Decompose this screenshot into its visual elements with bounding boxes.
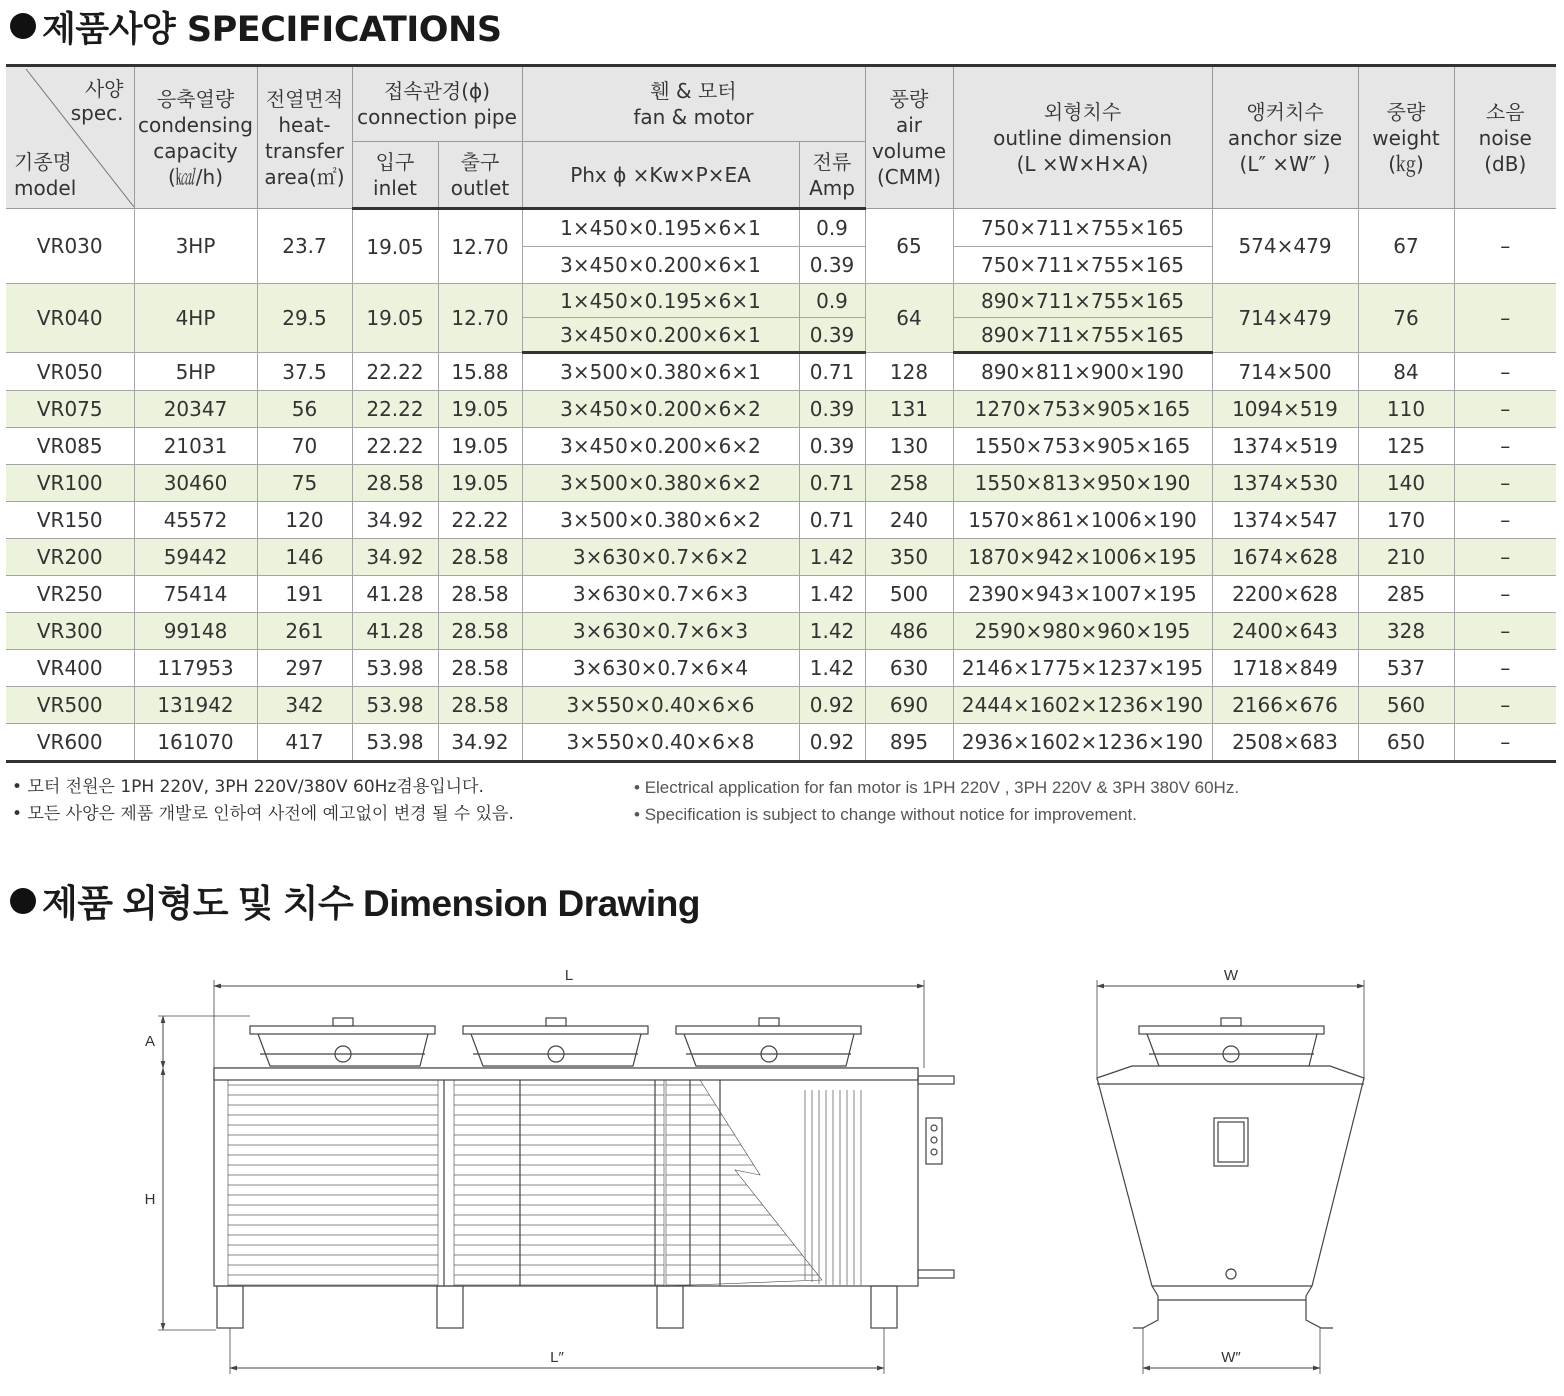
amp-cell: 0.39 bbox=[799, 247, 865, 284]
outlet-header: 출구 outlet bbox=[438, 142, 522, 209]
capacity-cell: 161070 bbox=[134, 724, 257, 762]
inlet-cell: 41.28 bbox=[352, 613, 438, 650]
noise-cell: – bbox=[1454, 650, 1556, 687]
table-row bbox=[6, 724, 1556, 762]
amp-cell: 0.9 bbox=[799, 209, 865, 247]
fan-cell: 3×500×0.380×6×2 bbox=[522, 465, 799, 502]
inlet-cell: 22.22 bbox=[352, 353, 438, 391]
noise-cell: – bbox=[1454, 613, 1556, 650]
fan-cell: 3×630×0.7×6×2 bbox=[522, 539, 799, 576]
table-row bbox=[6, 502, 1556, 539]
anchor-cell: 714×500 bbox=[1212, 353, 1358, 391]
table-row bbox=[6, 209, 1556, 247]
dimension-cell: 1570×861×1006×190 bbox=[953, 502, 1212, 539]
fan-cell: 3×630×0.7×6×3 bbox=[522, 613, 799, 650]
dimension-cell: 750×711×755×165 bbox=[953, 247, 1212, 284]
weight-cell: 84 bbox=[1358, 353, 1454, 391]
noise-cell: – bbox=[1454, 284, 1556, 353]
area-cell: 297 bbox=[257, 650, 352, 687]
anchor-cell: 1374×519 bbox=[1212, 428, 1358, 465]
table-row bbox=[6, 284, 1556, 318]
air-volume-cell: 240 bbox=[865, 502, 953, 539]
model-cell: VR150 bbox=[6, 502, 134, 539]
dimension-cell: 2146×1775×1237×195 bbox=[953, 650, 1212, 687]
notes-korean bbox=[12, 774, 514, 828]
front-view bbox=[158, 980, 954, 1374]
model-cell: VR050 bbox=[6, 353, 134, 391]
dimension-cell: 1270×753×905×165 bbox=[953, 391, 1212, 428]
capacity-cell: 3HP bbox=[134, 209, 257, 284]
fan-cell: 3×500×0.380×6×1 bbox=[522, 353, 799, 391]
amp-cell: 1.42 bbox=[799, 539, 865, 576]
inlet-cell: 19.05 bbox=[352, 209, 438, 284]
outlet-cell: 28.58 bbox=[438, 687, 522, 724]
corner-spec-kr: 사양 bbox=[84, 76, 124, 101]
dimension-cell: 1550×753×905×165 bbox=[953, 428, 1212, 465]
dimension-label-w: W bbox=[1223, 967, 1239, 984]
bullet-icon bbox=[10, 888, 36, 914]
corner-spec-en: spec. bbox=[70, 100, 124, 125]
air-volume-header: 풍량 air volume (CMM) bbox=[865, 66, 953, 209]
dimension-cell: 890×811×900×190 bbox=[953, 353, 1212, 391]
amp-cell: 0.9 bbox=[799, 284, 865, 318]
outline-dimension-header: 외형치수 outline dimension (L ×W×H×A) bbox=[953, 66, 1212, 209]
table-row bbox=[6, 539, 1556, 576]
capacity-cell: 4HP bbox=[134, 284, 257, 353]
dimension-cell: 890×711×755×165 bbox=[953, 284, 1212, 318]
inlet-cell: 28.58 bbox=[352, 465, 438, 502]
dimension-cell: 1550×813×950×190 bbox=[953, 465, 1212, 502]
capacity-cell: 59442 bbox=[134, 539, 257, 576]
anchor-cell: 574×479 bbox=[1212, 209, 1358, 284]
fan-cell: 3×550×0.40×6×6 bbox=[522, 687, 799, 724]
fan-unit bbox=[676, 1018, 861, 1066]
inlet-cell: 34.92 bbox=[352, 539, 438, 576]
fan-motor-header: 휀 & 모터 fan & motor bbox=[522, 66, 865, 142]
capacity-cell: 21031 bbox=[134, 428, 257, 465]
capacity-cell: 117953 bbox=[134, 650, 257, 687]
dimension-cell: 890×711×755×165 bbox=[953, 318, 1212, 353]
area-cell: 75 bbox=[257, 465, 352, 502]
noise-header: 소음 noise (dB) bbox=[1454, 66, 1556, 209]
capacity-cell: 5HP bbox=[134, 353, 257, 391]
area-cell: 417 bbox=[257, 724, 352, 762]
model-cell: VR200 bbox=[6, 539, 134, 576]
air-volume-cell: 500 bbox=[865, 576, 953, 613]
air-volume-cell: 130 bbox=[865, 428, 953, 465]
anchor-size-header: 앵커치수 anchor size (L″ ×W″ ) bbox=[1212, 66, 1358, 209]
inlet-cell: 41.28 bbox=[352, 576, 438, 613]
amp-cell: 1.42 bbox=[799, 576, 865, 613]
air-volume-cell: 486 bbox=[865, 613, 953, 650]
anchor-cell: 2400×643 bbox=[1212, 613, 1358, 650]
outlet-cell: 12.70 bbox=[438, 209, 522, 284]
noise-cell: – bbox=[1454, 353, 1556, 391]
fan-cell: 1×450×0.195×6×1 bbox=[522, 209, 799, 247]
noise-cell: – bbox=[1454, 428, 1556, 465]
area-header: 전열면적 heat- transfer area(㎡) bbox=[257, 66, 352, 209]
air-volume-cell: 630 bbox=[865, 650, 953, 687]
fan-cell: 1×450×0.195×6×1 bbox=[522, 284, 799, 318]
amp-cell: 0.39 bbox=[799, 428, 865, 465]
anchor-cell: 1674×628 bbox=[1212, 539, 1358, 576]
inlet-cell: 19.05 bbox=[352, 284, 438, 353]
model-cell: VR250 bbox=[6, 576, 134, 613]
noise-cell: – bbox=[1454, 465, 1556, 502]
noise-cell: – bbox=[1454, 391, 1556, 428]
area-cell: 37.5 bbox=[257, 353, 352, 391]
air-volume-cell: 131 bbox=[865, 391, 953, 428]
corner-model-kr: 기종명 bbox=[14, 149, 72, 174]
dimension-cell: 2390×943×1007×195 bbox=[953, 576, 1212, 613]
noise-cell: – bbox=[1454, 687, 1556, 724]
outlet-cell: 28.58 bbox=[438, 650, 522, 687]
table-row bbox=[6, 428, 1556, 465]
weight-cell: 170 bbox=[1358, 502, 1454, 539]
inlet-cell: 53.98 bbox=[352, 650, 438, 687]
fan-cell: 3×630×0.7×6×3 bbox=[522, 576, 799, 613]
outlet-cell: 28.58 bbox=[438, 576, 522, 613]
capacity-cell: 99148 bbox=[134, 613, 257, 650]
model-cell: VR100 bbox=[6, 465, 134, 502]
note-line: • Electrical application for fan motor is 1PH 220V , 3PH 220V & 3PH 380V 60Hz. bbox=[634, 774, 1239, 801]
fan-cell: 3×450×0.200×6×2 bbox=[522, 391, 799, 428]
amp-cell: 0.39 bbox=[799, 318, 865, 353]
fan-cell: 3×500×0.380×6×2 bbox=[522, 502, 799, 539]
model-cell: VR300 bbox=[6, 613, 134, 650]
weight-cell: 650 bbox=[1358, 724, 1454, 762]
table-row bbox=[6, 353, 1556, 391]
noise-cell: – bbox=[1454, 209, 1556, 284]
area-cell: 146 bbox=[257, 539, 352, 576]
fan-unit bbox=[250, 1018, 435, 1066]
dimension-drawing-title: 제품 외형도 및 치수 Dimension Drawing bbox=[10, 873, 700, 927]
inlet-cell: 34.92 bbox=[352, 502, 438, 539]
corner-model-en: model bbox=[14, 175, 77, 200]
capacity-cell: 131942 bbox=[134, 687, 257, 724]
model-cell: VR600 bbox=[6, 724, 134, 762]
area-cell: 191 bbox=[257, 576, 352, 613]
weight-cell: 537 bbox=[1358, 650, 1454, 687]
noise-cell: – bbox=[1454, 502, 1556, 539]
model-cell: VR030 bbox=[6, 209, 134, 284]
table-row bbox=[6, 465, 1556, 502]
fan-formula-header: Phx ϕ ×Kw×P×EA bbox=[522, 142, 799, 209]
weight-cell: 125 bbox=[1358, 428, 1454, 465]
notes-english bbox=[634, 774, 1239, 828]
outlet-cell: 22.22 bbox=[438, 502, 522, 539]
capacity-cell: 20347 bbox=[134, 391, 257, 428]
area-cell: 70 bbox=[257, 428, 352, 465]
dimension-cell: 2936×1602×1236×190 bbox=[953, 724, 1212, 762]
anchor-cell: 1374×547 bbox=[1212, 502, 1358, 539]
dimension-label-w2: W″ bbox=[1221, 1349, 1241, 1366]
area-cell: 342 bbox=[257, 687, 352, 724]
air-volume-cell: 350 bbox=[865, 539, 953, 576]
table-row bbox=[6, 650, 1556, 687]
dimension-label-l: L bbox=[564, 967, 574, 984]
noise-cell: – bbox=[1454, 576, 1556, 613]
outlet-cell: 19.05 bbox=[438, 465, 522, 502]
weight-cell: 76 bbox=[1358, 284, 1454, 353]
model-cell: VR085 bbox=[6, 428, 134, 465]
amp-cell: 0.92 bbox=[799, 687, 865, 724]
dimension-cell: 2444×1602×1236×190 bbox=[953, 687, 1212, 724]
air-volume-cell: 690 bbox=[865, 687, 953, 724]
fan-cell: 3×630×0.7×6×4 bbox=[522, 650, 799, 687]
dimension-label-a: A bbox=[144, 1033, 156, 1050]
amp-cell: 0.92 bbox=[799, 724, 865, 762]
amp-cell: 0.71 bbox=[799, 502, 865, 539]
table-row bbox=[6, 391, 1556, 428]
outlet-cell: 19.05 bbox=[438, 428, 522, 465]
dimension-label-h: H bbox=[144, 1191, 156, 1208]
amp-cell: 1.42 bbox=[799, 650, 865, 687]
capacity-header: 응축열량 condensing capacity (㎉/h) bbox=[134, 66, 257, 209]
specifications-title: 제품사양 SPECIFICATIONS bbox=[10, 2, 502, 52]
side-view bbox=[1097, 980, 1364, 1374]
note-line: • 모터 전원은 1PH 220V, 3PH 220V/380V 60Hz겸용입니다. bbox=[12, 774, 514, 801]
pipe-header: 접속관경(ϕ) connection pipe bbox=[352, 66, 522, 142]
outlet-cell: 28.58 bbox=[438, 539, 522, 576]
table-row bbox=[6, 576, 1556, 613]
air-volume-cell: 895 bbox=[865, 724, 953, 762]
table-row bbox=[6, 687, 1556, 724]
dimension-label-l2: L″ bbox=[550, 1349, 564, 1366]
air-volume-cell: 65 bbox=[865, 209, 953, 284]
fan-cell: 3×450×0.200×6×1 bbox=[522, 247, 799, 284]
table-row bbox=[6, 613, 1556, 650]
outlet-cell: 15.88 bbox=[438, 353, 522, 391]
capacity-cell: 75414 bbox=[134, 576, 257, 613]
model-cell: VR040 bbox=[6, 284, 134, 353]
area-cell: 29.5 bbox=[257, 284, 352, 353]
weight-header: 중량 weight (㎏) bbox=[1358, 66, 1454, 209]
anchor-cell: 714×479 bbox=[1212, 284, 1358, 353]
anchor-cell: 1374×530 bbox=[1212, 465, 1358, 502]
corner-header bbox=[6, 66, 134, 209]
model-cell: VR500 bbox=[6, 687, 134, 724]
dimension-cell: 2590×980×960×195 bbox=[953, 613, 1212, 650]
air-volume-cell: 128 bbox=[865, 353, 953, 391]
area-cell: 56 bbox=[257, 391, 352, 428]
capacity-cell: 45572 bbox=[134, 502, 257, 539]
noise-cell: – bbox=[1454, 539, 1556, 576]
model-cell: VR075 bbox=[6, 391, 134, 428]
area-cell: 120 bbox=[257, 502, 352, 539]
weight-cell: 560 bbox=[1358, 687, 1454, 724]
anchor-cell: 1094×519 bbox=[1212, 391, 1358, 428]
fan-unit bbox=[463, 1018, 648, 1066]
air-volume-cell: 258 bbox=[865, 465, 953, 502]
note-line: • Specification is subject to change without notice for improvement. bbox=[634, 801, 1239, 828]
outlet-cell: 28.58 bbox=[438, 613, 522, 650]
inlet-header: 입구 inlet bbox=[352, 142, 438, 209]
bullet-icon bbox=[10, 13, 36, 39]
fan-cell: 3×550×0.40×6×8 bbox=[522, 724, 799, 762]
model-cell: VR400 bbox=[6, 650, 134, 687]
weight-cell: 140 bbox=[1358, 465, 1454, 502]
area-cell: 23.7 bbox=[257, 209, 352, 284]
capacity-cell: 30460 bbox=[134, 465, 257, 502]
dimension-cell: 750×711×755×165 bbox=[953, 209, 1212, 247]
inlet-cell: 22.22 bbox=[352, 391, 438, 428]
specifications-table bbox=[6, 64, 1556, 763]
inlet-cell: 53.98 bbox=[352, 724, 438, 762]
inlet-cell: 22.22 bbox=[352, 428, 438, 465]
air-volume-cell: 64 bbox=[865, 284, 953, 353]
anchor-cell: 1718×849 bbox=[1212, 650, 1358, 687]
weight-cell: 210 bbox=[1358, 539, 1454, 576]
note-line: • 모든 사양은 제품 개발로 인하여 사전에 예고없이 변경 될 수 있음. bbox=[12, 801, 514, 828]
amp-cell: 0.39 bbox=[799, 391, 865, 428]
fan-cell: 3×450×0.200×6×2 bbox=[522, 428, 799, 465]
anchor-cell: 2200×628 bbox=[1212, 576, 1358, 613]
amp-header: 전류 Amp bbox=[799, 142, 865, 209]
amp-cell: 1.42 bbox=[799, 613, 865, 650]
amp-cell: 0.71 bbox=[799, 353, 865, 391]
outlet-cell: 19.05 bbox=[438, 391, 522, 428]
outlet-cell: 12.70 bbox=[438, 284, 522, 353]
outlet-cell: 34.92 bbox=[438, 724, 522, 762]
weight-cell: 285 bbox=[1358, 576, 1454, 613]
dimension-cell: 1870×942×1006×195 bbox=[953, 539, 1212, 576]
weight-cell: 67 bbox=[1358, 209, 1454, 284]
anchor-cell: 2508×683 bbox=[1212, 724, 1358, 762]
noise-cell: – bbox=[1454, 724, 1556, 762]
inlet-cell: 53.98 bbox=[352, 687, 438, 724]
weight-cell: 328 bbox=[1358, 613, 1454, 650]
area-cell: 261 bbox=[257, 613, 352, 650]
weight-cell: 110 bbox=[1358, 391, 1454, 428]
anchor-cell: 2166×676 bbox=[1212, 687, 1358, 724]
fan-cell: 3×450×0.200×6×1 bbox=[522, 318, 799, 353]
amp-cell: 0.71 bbox=[799, 465, 865, 502]
dimension-drawing bbox=[0, 950, 1564, 1396]
